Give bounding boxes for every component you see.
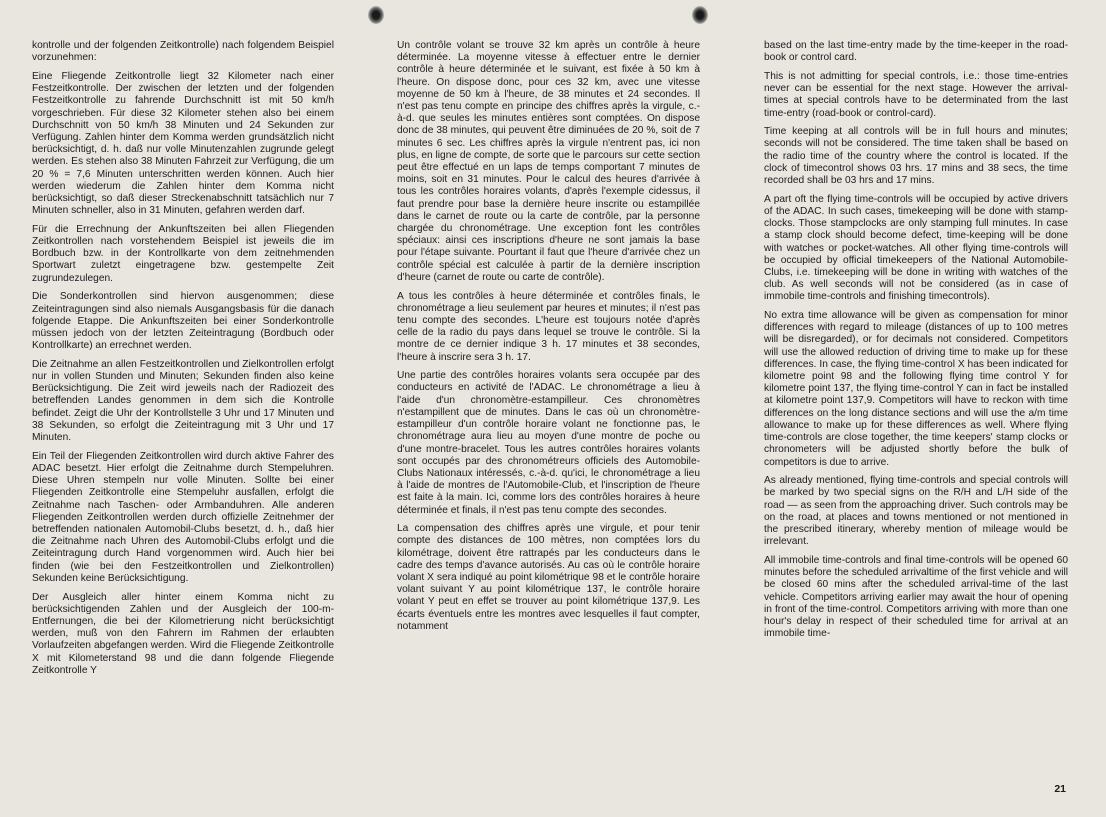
column-french: [397, 40, 700, 777]
paragraph: Une partie des contrôles horaires volants sera occupée par des conducteurs en activité de l'ADAC. Le chronométrage a lieu à l'aide d'un chronomètre-estampilleur. Ces chronomètres n'estampillent que de minutes. Dans le cas où un chronomètre-estampilleur d'un contrôle horaire volant ne fonctionne pas, le chronométrage aura lieu au moyen d'une montre de poche ou d'une montre-bracelet. Tous les autres contrôles horaires volants sont occupés par des chronométreurs officiels des Automobile-Clubs Nationaux intéressés, c.-à-d. qu'ici, le chronométrage a lieu à l'aide de montres de l'Automobile-Club, et l'inscription de l'heure est faite à la main. Ici, comme lors des contrôles horaires à heure déterminée et finals, il n'est pas tenu compte des secondes.: [397, 370, 700, 516]
paragraph: kontrolle und der folgenden Zeitkontrolle) nach folgendem Beispiel vorzunehmen:: [32, 40, 334, 64]
paragraph: Die Sonderkontrollen sind hiervon ausgenommen; diese Zeiteintragungen sind also niemals Ausgangsbasis für die danach folgende Etappe. Die Ankunftszeiten bei einer Sonderkontrolle müssen jedoch von der letzten Zeiteintragung (Bordbuch oder Kontrollkarte) an errechnet werden.: [32, 291, 334, 352]
paragraph: Für die Errechnung der Ankunftszeiten bei allen Fliegenden Zeitkontrollen nach vorstehendem Beispiel ist jeweils die im Bordbuch bzw. in der Kontrollkarte von dem zeitnehmenden Sportwart zuletzt eingetragene bzw. gestempelte Zeit zugrundezulegen.: [32, 223, 334, 284]
column-english: [764, 40, 1068, 777]
paragraph: All immobile time-controls and final time-controls will be opened 60 minutes before the scheduled arrivaltime of the first vehicle and will be closed 60 mins after the scheduled arrival-time of the last vehicle. Competitors arriving earlier may await the hour of opening in front of the time-control. Competitors arriving with more than one hour's delay in respect of their scheduled time for arrival at an immobile time-: [764, 554, 1068, 640]
paragraph: based on the last time-entry made by the time-keeper in the road-book or control card.: [764, 40, 1068, 64]
paragraph: Der Ausgleich aller hinter einem Komma nicht zu berücksichtigenden Zahlen und der Ausgleich der 100-m-Entfernungen, die bei der Kilometrierung nicht berücksichtigt werden, muß von den Fahrern im Rahmen der erlaubten Vorlaufzeiten abgefangen werden. Wird die Fliegende Zeitkontrolle X mit Kilometerstand 98 und die dann folgende Fliegende Zeitkontrolle Y: [32, 591, 334, 676]
paragraph: La compensation des chiffres après une virgule, et pour tenir compte des distances de 100 mètres, non comptées lors du kilométrage, doivent être rattrapés par les conducteurs dans le cadre des temps d'avance autorisés. Au cas où le contrôle horaire volant X sera indiqué au point kilométrique 98 et le contrôle horaire volant suivant Y au point kilométrique 137, le contrôle horaire volant Y peut en effet se trouver au point kilométrique 137,9. Les écarts éventuels entre les montres avec lesquelles il faut compter, notamment: [397, 523, 700, 632]
column-german: [32, 40, 334, 777]
page-number: 21: [1054, 783, 1066, 795]
paragraph: Ein Teil der Fliegenden Zeitkontrollen wird durch aktive Fahrer des ADAC besetzt. Hier erfolgt die Zeitnahme durch Stempeluhren. Diese Uhren stempeln nur volle Minuten. Sollte bei einer Fliegenden Zeitkontrolle eine Stempeluhr ausfallen, erfolgt die Zeitnahme nach Taschen- oder Armbanduhren. Alle anderen Fliegenden Zeitkontrollen werden durch offizielle Zeitnehmer der betreffenden nationalen Automobil-Clubs besetzt, d. h., daß hier die Zeitnahme nach Uhren des Automobil-Clubs erfolgt und die Zeiteintragung durch Hand vorgenommen wird. Auch hier bei finden (wie bei den Festzeitkontrollen und Zielkontrollen) Sekunden keine Berücksichtigung.: [32, 450, 334, 584]
paragraph: A part oft the flying time-controls will be occupied by active drivers of the ADAC. In such cases, timekeeping will be done with stamp-clocks. Those stampclocks are only stamping full minutes. In case a stamp clock should become defect, time-keeping will be done with watches or pocket-watches. All other flying time-controls will be occupied by official timekeepers of the National Automobile-Clubs, i.e. timekeeping will be done in writing with watches of the club. As well seconds will not be considered (as in case of immobile time-controls and finishing timecontrols).: [764, 193, 1068, 303]
binder-hole-left: [368, 6, 384, 24]
paragraph: A tous les contrôles à heure déterminée et contrôles finals, le chronométrage a lieu seulement par heures et minutes; il n'est pas tenu compte des secondes. L'heure est toujours notée d'après celle de la radio du pays dans lequel se trouve le contrôle. Si la montre de ce dernier indique 3 h. 17 minutes et 38 secondes, l'heure à inscrire sera 3 h. 17.: [397, 290, 700, 363]
paragraph: This is not admitting for special controls, i.e.: those time-entries never can be essential for the next stage. However the arrival-times at special controls have to be determinated from the last time-entry (road-book or control-card).: [764, 70, 1068, 119]
paragraph: Eine Fliegende Zeitkontrolle liegt 32 Kilometer nach einer Festzeitkontrolle. Der zwischen der letzten und der folgenden Festzeitkontrolle zu fahrende Durchschnitt ist mit 50 km/h vorgeschrieben. Für diese 32 Kilometer stehen also bei einem Durchschnitt von 50 km/h 38 Minuten und 24 Sekunden zur Verfügung. Zahlen hinter dem Komma werden grundsätzlich nicht berücksichtigt, d. h. daß nur volle Minutenzahlen zugrunde gelegt werden. Es stehen also 38 Minuten Fahrzeit zur Verfügung, die um 20 % = 7,6 Minuten unterschritten werden können. Auch hier werden wiederum die Zahlen hinter dem Komma nicht berücksichtigt, so daß dieser Streckenabschnitt tatsächlich nur 7 Minuten schneller, also in 31 Minuten, gefahren werden darf.: [32, 70, 334, 217]
paragraph: Un contrôle volant se trouve 32 km après un contrôle à heure déterminée. La moyenne vitesse à effectuer entre le dernier contrôle à heure déterminée et le suivant, est fixée à 50 km à l'heure. On dispose donc, pour ces 32 km, avec une vitesse moyenne de 50 km à l'heure, de 38 minutes et 24 secondes. Il n'est pas tenu compte en principe des chiffres après la virgule, c.-à-d. que seules les minutes entières sont comptées. On dispose donc de 38 minutes, qui peuvent être diminuées de 20 %, soit de 7 minutes 6 sec. Les chiffres après la virgule n'entrent pas, ici non plus, en ligne de compte, de sorte que le parcours sur cette section peut être effectué en un laps de temps comportant 7 minutes de moins, soit en 31 minutes. Pour le calcul des heures d'arrivée à tous les contrôles horaires volants, d'après l'exemple cidessus, il faut prendre pour base la dernière heure inscrite ou estampillée dans le carnet de route ou la carte de contrôle, par la personne chargée du chronométrage. Une exception font les contrôles spéciaux: ainsi ces inscriptions d'heure ne sont jamais la base pour l'étape suivante. Pourtant il faut que l'heure d'arrivée chez un contrôle spécial est calculée à partir de la dernière inscription d'heure (carnet de route ou carte de contrôle).: [397, 40, 700, 283]
paragraph: No extra time allowance will be given as compensation for minor differences with regard to mileage (distances of up to 100 metres will be disregarded), or for decimals not considered. Competitors will use the allowed reduction of driving time to make up for these differences. In case, the flying time-control X has been indicated for kilometre point 98 and the following flying time control Y for kilometre point 137, the flying time-control Y can in fact be installed at kilometre point 137,9. Competitors will have to reckon with time differences on the long distance sections and will use the a/m time allowance to make up for these differences as well. Where flying time-controls are close together, the time keepers' stamp clocks or chronometers will be adjusted shortly before the bulk of competitors is due to arrive.: [764, 310, 1068, 468]
paragraph: Time keeping at all controls will be in full hours and minutes; seconds will not be considered. The time taken shall be based on the radio time of the country where the control is located. If the clock of timecontrol shows 03 hrs. 17 mins and 38 secs, the time recorded shall be 03 hrs and 17 mins.: [764, 126, 1068, 187]
paragraph: Die Zeitnahme an allen Festzeitkontrollen und Zielkontrollen erfolgt nur in vollen Stunden und Minuten; Sekunden finden also keine Berücksichtigung. Die Zeit wird jeweils nach der Radiozeit des betreffenden Landes genommen in dem sich die Kontrolle befindet. Zeigt die Uhr der Kontrollstelle 3 Uhr und 17 Minuten und 38 Sekunden, so erfolgt die Zeiteintragung mit 3 Uhr und 17 Minuten.: [32, 358, 334, 444]
paragraph: As already mentioned, flying time-controls and special controls will be marked by two special signs on the R/H and L/H side of the road — as seen from the approaching driver. Such controls may be on the road, at places and towns mentioned or not mentioned in the prescribed itinerary, whereby mention of mileage would be irrelevant.: [764, 475, 1068, 548]
binder-hole-right: [692, 6, 708, 24]
